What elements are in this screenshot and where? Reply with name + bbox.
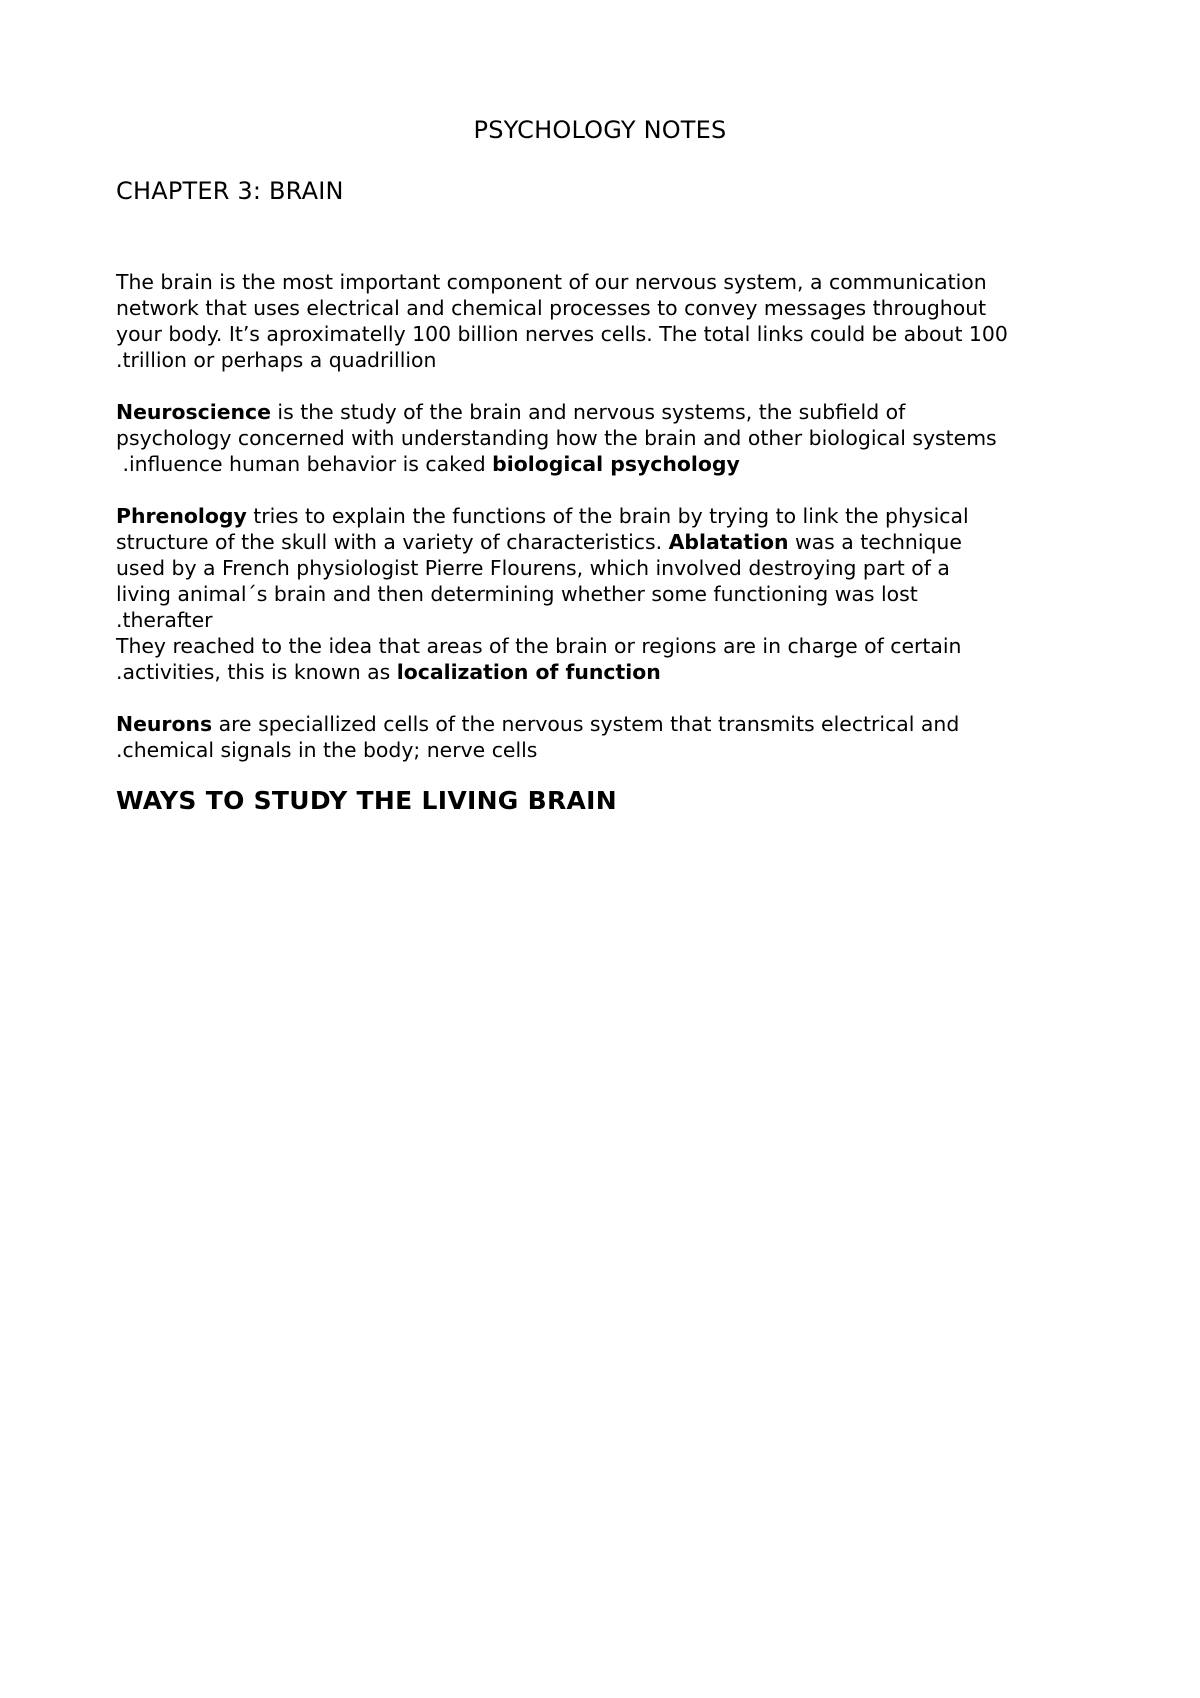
text-span: .influence human behavior is caked: [116, 452, 493, 476]
text-line: [116, 503, 1116, 529]
text-line: psychology concerned with understanding how the brain and other biological systems: [116, 426, 997, 450]
term-neuroscience: Neuroscience: [116, 400, 271, 424]
paragraph-phrenology: [116, 503, 1116, 685]
text-line: [116, 399, 1116, 425]
term-phrenology: Phrenology: [116, 504, 247, 528]
term-biological-psychology: biological psychology: [492, 452, 740, 476]
text-line: They reached to the idea that areas of the brain or regions are in charge of certain: [116, 634, 962, 658]
text-span: tries to explain the functions of the brain by trying to link the physical: [246, 504, 969, 528]
text-line: living animal´s brain and then determining whether some functioning was lost: [116, 582, 918, 606]
chapter-heading: CHAPTER 3: BRAIN: [116, 177, 344, 205]
text-line: [116, 711, 1116, 737]
text-line: [116, 529, 1116, 555]
text-line: your body. It’s aproximatelly 100 billion nerves cells. The total links could be about 100: [116, 322, 1008, 346]
text-line: [116, 451, 1116, 477]
text-span: structure of the skull with a variety of characteristics.: [116, 530, 669, 554]
term-neurons: Neurons: [116, 712, 213, 736]
paragraph-neurons: [116, 711, 1116, 763]
text-line: The brain is the most important component of our nervous system, a communication: [116, 270, 987, 294]
text-span: .activities, this is known as: [116, 660, 397, 684]
text-line: network that uses electrical and chemical processes to convey messages throughout: [116, 296, 987, 320]
text-line: .chemical signals in the body; nerve cells: [116, 738, 538, 762]
section-heading-ways-to-study: WAYS TO STUDY THE LIVING BRAIN: [116, 786, 617, 815]
text-line: .trillion or perhaps a quadrillion: [116, 348, 437, 372]
paragraph-brain-intro: [116, 269, 1116, 373]
text-span: are speciallized cells of the nervous system that transmits electrical and: [212, 712, 960, 736]
term-localization-of-function: localization of function: [396, 660, 661, 684]
term-ablatation: Ablatation: [668, 530, 789, 554]
text-line: used by a French physiologist Pierre Flourens, which involved destroying part of a: [116, 556, 950, 580]
text-span: was a technique: [788, 530, 962, 554]
text-line: [116, 659, 1116, 685]
text-span: is the study of the brain and nervous systems, the subfield of: [270, 400, 906, 424]
paragraph-neuroscience: [116, 399, 1116, 477]
text-line: .therafter: [116, 608, 213, 632]
document-title: PSYCHOLOGY NOTES: [473, 116, 727, 144]
